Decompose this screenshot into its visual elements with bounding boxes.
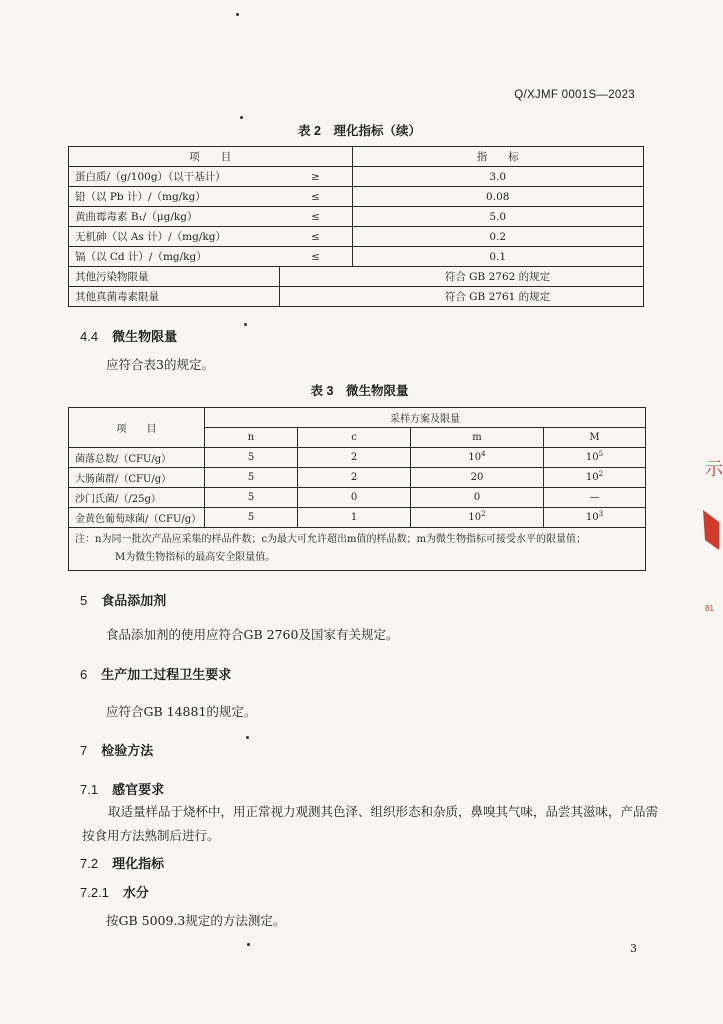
row-value: 5.0 (352, 207, 644, 227)
row-m (411, 468, 544, 488)
section-number: 7.1 (80, 782, 99, 797)
scan-speck (240, 116, 243, 119)
row-c: 1 (298, 508, 411, 528)
row-operator: ≤ (280, 227, 353, 247)
m-base: 10 (468, 452, 482, 463)
row-n: 5 (205, 508, 298, 528)
table-row (69, 468, 646, 488)
row-M (544, 488, 646, 508)
row-item: 铅（以 Pb 计）/（mg/kg） (69, 187, 280, 207)
physicochemical-table (68, 146, 644, 307)
section-number: 7 (80, 743, 88, 758)
seal-stamp-fragment (703, 510, 719, 550)
section-title: 生产加工过程卫生要求 (101, 667, 232, 682)
section-title: 感官要求 (112, 782, 165, 797)
M-base: 10 (585, 452, 599, 463)
table-row (69, 488, 646, 508)
m-exponent: 4 (481, 450, 486, 458)
M-base: 10 (585, 512, 599, 523)
table-row (69, 187, 644, 207)
M-base: 10 (585, 472, 599, 483)
m-base: 20 (470, 472, 484, 483)
section-title: 水分 (122, 885, 149, 900)
row-operator: ≤ (280, 187, 353, 207)
standard-code: Q/XJMF 0001S—2023 (514, 89, 635, 101)
section-number: 7.2.1 (80, 885, 109, 900)
table-row (69, 167, 644, 187)
header-n: n (205, 428, 298, 448)
scan-speck (247, 943, 250, 946)
M-exponent: 2 (598, 470, 604, 478)
row-item: 蛋白质/（g/100g）（以干基计） (69, 167, 280, 187)
table-row (69, 207, 644, 227)
row-M (544, 468, 646, 488)
section-7-2-heading (80, 853, 164, 872)
m-exponent: 2 (481, 510, 486, 518)
section-4-4-heading (80, 326, 177, 345)
table3-caption: 表 3 微生物限量 (310, 384, 409, 398)
table2-caption: 表 2 理化指标（续） (298, 124, 421, 138)
section-7-heading (80, 740, 153, 759)
row-item: 沙门氏菌/（/25g） (69, 488, 205, 508)
table-row (69, 227, 644, 247)
seal-stamp-shape (703, 510, 719, 550)
row-m (411, 488, 544, 508)
section-5-text: 食品添加剂的使用应符合GB 2760及国家有关规定。 (106, 627, 399, 642)
row-value: 0.1 (352, 247, 644, 267)
section-6-heading (80, 664, 231, 683)
note-line-1: 注：n为同一批次产品应采集的样品件数；c为最大可允许超出m值的样品数；m为微生物指标可接受水平的限量值； (75, 534, 587, 545)
section-7-2-1-heading (80, 882, 149, 901)
microbial-table (68, 407, 646, 571)
header-M: M (544, 428, 646, 448)
section-title: 微生物限量 (112, 329, 178, 344)
header-plan: 采样方案及限量 (205, 408, 646, 428)
table-row (69, 287, 644, 307)
table-note (69, 528, 646, 571)
row-item: 大肠菌群/（CFU/g） (69, 468, 205, 488)
page-number: 3 (630, 942, 637, 955)
header-item: 项 目 (69, 408, 205, 448)
table-row (69, 448, 646, 468)
section-number: 4.4 (80, 329, 99, 344)
section-title: 食品添加剂 (101, 593, 167, 608)
m-base: 10 (468, 512, 482, 523)
row-c: 2 (298, 468, 411, 488)
row-value: 0.2 (352, 227, 644, 247)
section-number: 5 (80, 593, 88, 608)
row-operator: ≤ (280, 207, 353, 227)
row-n: 5 (205, 468, 298, 488)
row-operator: ≤ (280, 247, 353, 267)
header-item: 项 目 (69, 147, 353, 167)
header-c: c (298, 428, 411, 448)
note-line-2: M为微生物指标的最高安全限量值。 (115, 552, 276, 563)
seal-stamp-digits: 81 (705, 604, 714, 613)
row-value: 符合 GB 2762 的规定 (352, 267, 644, 287)
section-4-4-text: 应符合表3的规定。 (106, 357, 214, 372)
row-operator (280, 287, 353, 307)
section-7-1-heading (80, 779, 164, 798)
row-operator (280, 267, 353, 287)
row-m (411, 508, 544, 528)
table-row (69, 267, 644, 287)
M-exponent: 5 (598, 450, 604, 458)
M-base: — (589, 492, 600, 503)
row-value: 0.08 (352, 187, 644, 207)
m-base: 0 (473, 492, 481, 503)
section-number: 7.2 (80, 856, 99, 871)
row-item: 金黄色葡萄球菌/（CFU/g） (69, 508, 205, 528)
row-item: 菌落总数/（CFU/g） (69, 448, 205, 468)
row-n: 5 (205, 448, 298, 468)
table-row (69, 247, 644, 267)
row-M (544, 508, 646, 528)
scan-speck (244, 323, 247, 326)
scan-speck (236, 13, 239, 16)
header-m: m (411, 428, 544, 448)
table-note-row (69, 528, 646, 571)
scan-speck (246, 736, 249, 739)
row-operator: ≥ (280, 167, 353, 187)
section-7-2-1-text: 按GB 5009.3规定的方法测定。 (106, 913, 286, 928)
row-item: 其他污染物限量 (69, 267, 280, 287)
header-value: 指 标 (352, 147, 644, 167)
row-c: 2 (298, 448, 411, 468)
seal-stamp-char: 示 (705, 459, 723, 480)
section-7-1-text: 取适量样品于烧杯中，用正常视力观测其色泽、组织形态和杂质，鼻嗅其气味，品尝其滋味，产品需按食用方法熟制后进行。 (82, 804, 659, 843)
section-number: 6 (80, 667, 88, 682)
section-title: 检验方法 (101, 743, 154, 758)
row-value: 符合 GB 2761 的规定 (352, 287, 644, 307)
row-item: 其他真菌毒素限量 (69, 287, 280, 307)
row-M (544, 448, 646, 468)
table-row (69, 508, 646, 528)
section-5-heading (80, 590, 166, 609)
row-item: 镉（以 Cd 计）/（mg/kg） (69, 247, 280, 267)
row-item: 无机砷（以 As 计）/（mg/kg） (69, 227, 280, 247)
row-item: 黄曲霉毒素 B₁/（μg/kg） (69, 207, 280, 227)
row-n: 5 (205, 488, 298, 508)
row-c: 0 (298, 488, 411, 508)
section-title: 理化指标 (112, 856, 165, 871)
row-value: 3.0 (352, 167, 644, 187)
M-exponent: 3 (598, 510, 604, 518)
table-header-row (69, 147, 644, 167)
table-header-row (69, 408, 646, 428)
row-m (411, 448, 544, 468)
section-6-text: 应符合GB 14881的规定。 (106, 704, 257, 719)
